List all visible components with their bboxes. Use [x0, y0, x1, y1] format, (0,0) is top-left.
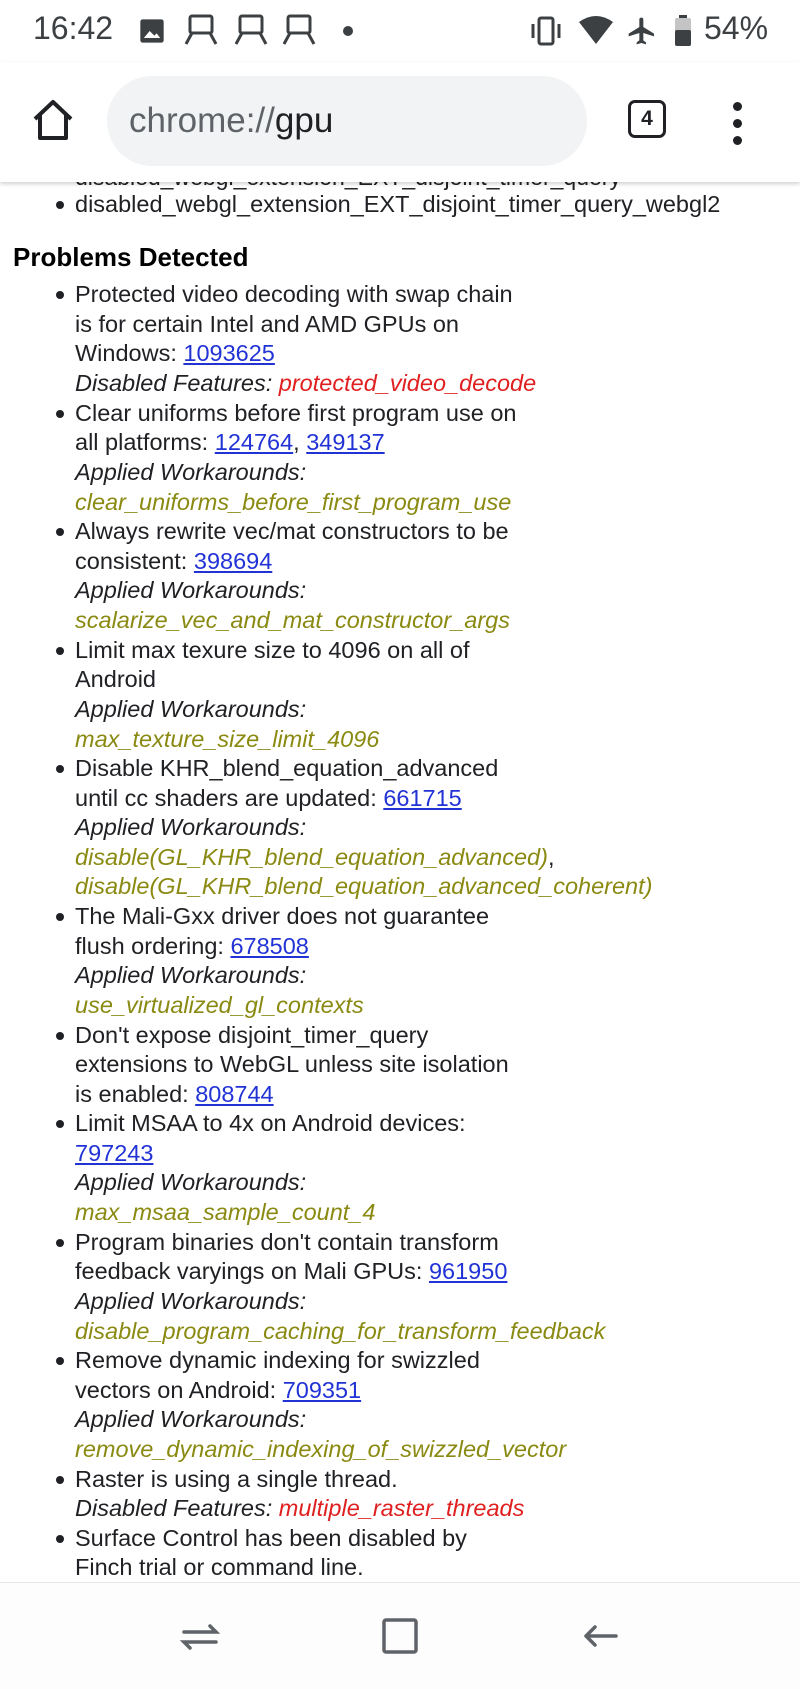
bullet-icon: [56, 1535, 64, 1543]
workaround-value: max_texture_size_limit_4096: [75, 726, 380, 752]
problem-text-part: vectors on Android:: [75, 1377, 283, 1403]
workaround-label: Applied Workarounds:: [75, 1406, 307, 1432]
separator: ,: [293, 429, 307, 455]
bullet-icon: [56, 410, 64, 418]
problem-text: Android: [75, 666, 156, 692]
workaround-label: Applied Workarounds:: [75, 459, 307, 485]
problem-text: [75, 784, 462, 814]
bug-link[interactable]: 797243: [75, 1140, 154, 1166]
workaround-label: Applied Workarounds:: [75, 577, 307, 603]
workaround-value: disable_program_caching_for_transform_feedback: [75, 1318, 606, 1344]
workaround-label: Applied Workarounds:: [75, 696, 307, 722]
problem-text: Limit max texure size to 4096 on all of: [75, 637, 470, 663]
problem-text-part: feedback varyings on Mali GPUs:: [75, 1258, 429, 1284]
problem-text: [75, 339, 275, 369]
feature-value: protected_video_decode: [278, 370, 537, 396]
bullet-icon: [56, 1032, 64, 1040]
problem-text: [75, 1257, 507, 1287]
bullet-icon: [56, 1239, 64, 1247]
url-host: gpu: [274, 101, 334, 140]
recents-icon[interactable]: [180, 1616, 220, 1656]
page-content: [0, 182, 800, 1582]
problem-text: [75, 428, 385, 458]
bug-link[interactable]: 808744: [195, 1081, 274, 1107]
url-bar[interactable]: [107, 76, 587, 166]
url-scheme: chrome://: [129, 101, 275, 140]
bug-link[interactable]: 349137: [306, 429, 385, 455]
problem-text: Clear uniforms before first program use on: [75, 400, 517, 426]
workaround-label: Applied Workarounds:: [75, 962, 307, 988]
workaround-value: disable(GL_KHR_blend_equation_advanced_coherent): [75, 873, 653, 899]
image-icon: [138, 14, 166, 48]
problem-text-part: consistent:: [75, 548, 194, 574]
feature-value: multiple_raster_threads: [278, 1495, 525, 1521]
feature-label: Disabled Features:: [75, 370, 279, 396]
problem-text-part: all platforms:: [75, 429, 215, 455]
vibrate-icon: [528, 14, 564, 48]
bug-link[interactable]: 398694: [193, 548, 273, 574]
workaround-label: Applied Workarounds:: [75, 1169, 307, 1195]
bullet-icon: [56, 765, 64, 773]
status-bar: [0, 0, 800, 62]
extension-item: disabled_webgl_extension_EXT_disjoint_timer_query_webgl2: [75, 191, 721, 217]
bug-link[interactable]: 124764: [214, 429, 294, 455]
bullet-icon: [56, 291, 64, 299]
tab-count: 4: [641, 107, 653, 130]
bug-link[interactable]: 961950: [428, 1258, 508, 1284]
system-nav-bar: [0, 1582, 800, 1689]
workaround-value: max_msaa_sample_count_4: [75, 1199, 376, 1225]
bug-link[interactable]: 678508: [230, 933, 309, 959]
dot-icon: [342, 14, 354, 48]
problem-text-part: flush ordering:: [75, 933, 231, 959]
problem-text-part: Windows:: [75, 340, 184, 366]
problem-text: is for certain Intel and AMD GPUs on: [75, 311, 459, 337]
airplane-icon: [626, 14, 658, 48]
workaround-value: clear_uniforms_before_first_program_use: [75, 489, 512, 515]
home-icon[interactable]: [30, 97, 76, 143]
bullet-icon: [56, 1120, 64, 1128]
notification-icon: [183, 14, 219, 48]
problem-text: [75, 547, 272, 577]
problem-text: Raster is using a single thread.: [75, 1466, 398, 1492]
status-time: 16:42: [33, 10, 114, 46]
bullet-icon: [56, 1357, 64, 1365]
bug-link[interactable]: 709351: [282, 1377, 362, 1403]
bug-link[interactable]: 1093625: [183, 340, 275, 366]
problems-heading: Problems Detected: [13, 242, 249, 272]
problem-text: Protected video decoding with swap chain: [75, 281, 513, 307]
workaround-label: Applied Workarounds:: [75, 814, 307, 840]
problem-text: extensions to WebGL unless site isolation: [75, 1051, 509, 1077]
workaround-value: remove_dynamic_indexing_of_swizzled_vector: [75, 1436, 567, 1462]
problem-text: Always rewrite vec/mat constructors to be: [75, 518, 509, 544]
disabled-features: [75, 1494, 524, 1524]
problem-text: [75, 1376, 361, 1406]
bullet-icon: [56, 201, 64, 209]
problem-text: [75, 932, 309, 962]
bullet-icon: [56, 528, 64, 536]
notification-icon: [281, 14, 317, 48]
bullet-icon: [56, 1476, 64, 1484]
workaround-value: [75, 843, 554, 873]
problem-text: Remove dynamic indexing for swizzled: [75, 1347, 480, 1373]
battery-percent: 54%: [704, 10, 769, 46]
notification-icon: [233, 14, 269, 48]
home-nav-icon[interactable]: [380, 1616, 420, 1656]
disabled-features: [75, 369, 536, 399]
workaround-value: scalarize_vec_and_mat_constructor_args: [75, 607, 510, 633]
problem-text: Finch trial or command line.: [75, 1554, 364, 1580]
workaround-value-part: disable(GL_KHR_blend_equation_advanced): [75, 844, 548, 870]
problem-text: [75, 1139, 153, 1169]
problem-text: Disable KHR_blend_equation_advanced: [75, 755, 499, 781]
problem-text: Don't expose disjoint_timer_query: [75, 1022, 429, 1048]
problem-text: The Mali-Gxx driver does not guarantee: [75, 903, 490, 929]
problem-text: Surface Control has been disabled by: [75, 1525, 467, 1551]
workaround-label: Applied Workarounds:: [75, 1288, 307, 1314]
problem-text-part: until cc shaders are updated:: [75, 785, 384, 811]
wifi-icon: [578, 14, 614, 48]
problem-text-part: is enabled:: [75, 1081, 196, 1107]
overflow-menu-icon[interactable]: [730, 102, 744, 146]
bullet-icon: [56, 913, 64, 921]
feature-label: Disabled Features:: [75, 1495, 279, 1521]
back-icon[interactable]: [580, 1616, 620, 1656]
battery-icon: [674, 14, 692, 48]
problem-text: [75, 1080, 274, 1110]
problem-text: Limit MSAA to 4x on Android devices:: [75, 1110, 466, 1136]
tab-switcher-button[interactable]: [628, 100, 666, 138]
problem-text: Program binaries don't contain transform: [75, 1229, 499, 1255]
workaround-value: use_virtualized_gl_contexts: [75, 992, 364, 1018]
separator: ,: [547, 844, 555, 870]
bullet-icon: [56, 647, 64, 655]
browser-toolbar: [0, 62, 800, 182]
bug-link[interactable]: 661715: [383, 785, 462, 811]
